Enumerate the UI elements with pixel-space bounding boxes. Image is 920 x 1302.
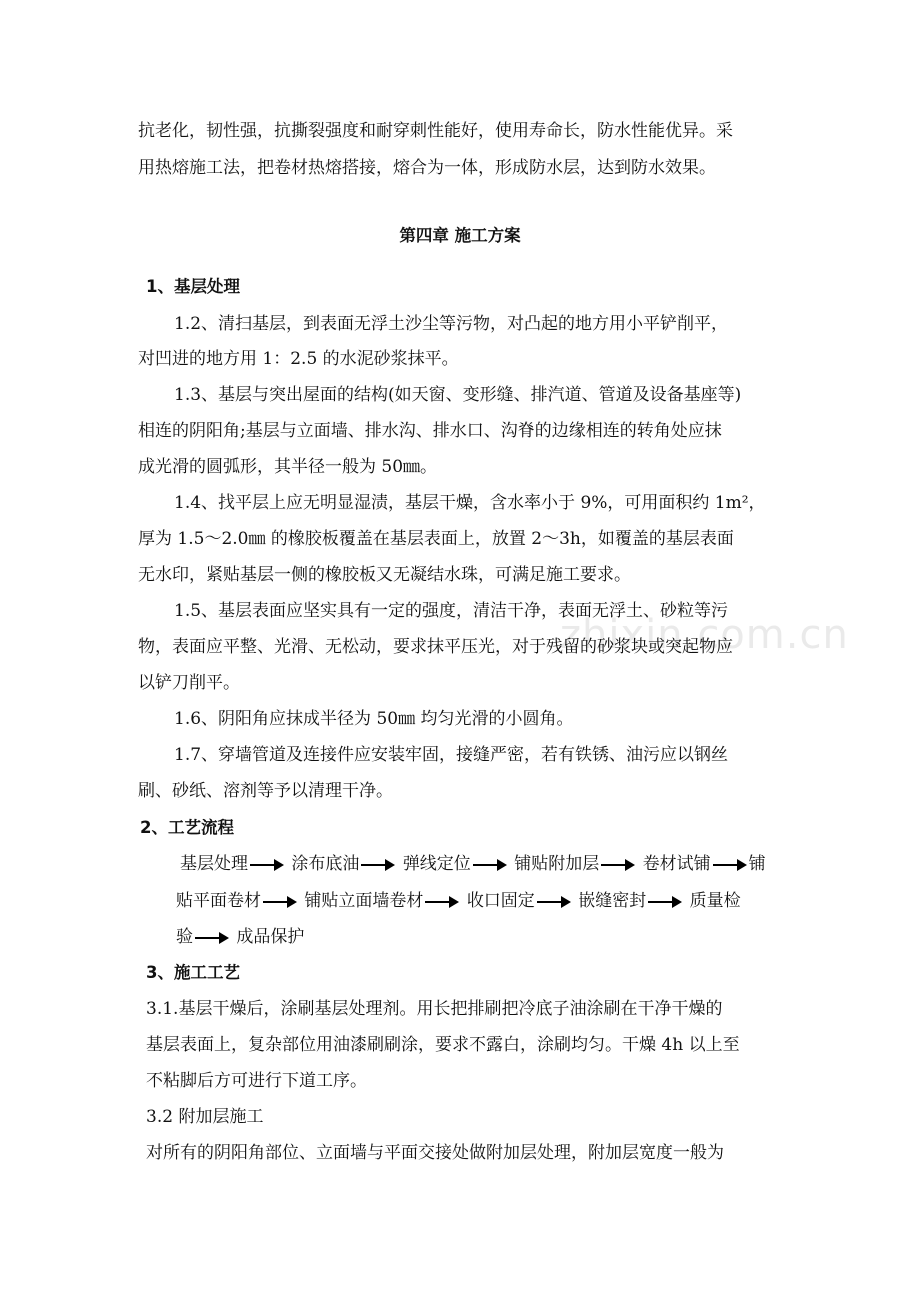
para-1-2-line-1: 1.2、清扫基层，到表面无浮土沙尘等污物，对凸起的地方用小平铲削平， xyxy=(174,314,729,334)
arrow-right-icon xyxy=(713,859,747,871)
section-3-heading: 3、施工工艺 xyxy=(146,963,240,982)
arrow-right-icon xyxy=(361,859,395,871)
para-1-2-line-2: 对凹进的地方用 1：2.5 的水泥砂浆抹平。 xyxy=(138,349,459,369)
para-1-5-line-3: 以铲刀削平。 xyxy=(138,673,240,693)
para-1-7-line-2: 刷、砂纸、溶剂等予以清理干净。 xyxy=(138,781,393,801)
para-1-5-line-2: 物，表面应平整、光滑、无松动，要求抹平压光，对于残留的砂浆块或突起物应 xyxy=(138,637,733,657)
para-1-4-line-2: 厚为 1.5～2.0㎜ 的橡胶板覆盖在基层表面上，放置 2～3h，如覆盖的基层表面 xyxy=(138,529,734,549)
para-1-3-line-1: 1.3、基层与突出屋面的结构(如天窗、变形缝、排汽道、管道及设备基座等) xyxy=(174,385,742,405)
flow-step: 验 xyxy=(176,927,193,947)
para-1-7-line-1: 1.7、穿墙管道及连接件应安装牢固，接缝严密，若有铁锈、油污应以钢丝 xyxy=(174,745,729,765)
flow-step: 铺 xyxy=(748,854,766,874)
arrow-right-icon xyxy=(250,859,284,871)
para-1-6: 1.6、阴阳角应抹成半径为 50㎜ 均匀光滑的小圆角。 xyxy=(174,709,574,729)
flow-step: 基层处理 xyxy=(180,854,248,874)
arrow-right-icon xyxy=(425,896,459,908)
flow-line-3 xyxy=(176,926,304,948)
flow-line-2 xyxy=(176,890,741,912)
arrow-right-icon xyxy=(648,896,682,908)
flow-step: 嵌缝密封 xyxy=(578,891,647,911)
para-3-1-line-1: 3.1.基层干燥后，涂刷基层处理剂。用长把排刷把冷底子油涂刷在干净干燥的 xyxy=(146,999,723,1019)
flow-step: 质量检 xyxy=(689,891,741,911)
arrow-right-icon xyxy=(473,859,507,871)
flow-step: 涂布底油 xyxy=(291,854,360,874)
para-1-4-line-3: 无水印，紧贴基层一侧的橡胶板又无凝结水珠，可满足施工要求。 xyxy=(138,565,631,585)
flow-step: 铺贴附加层 xyxy=(514,854,600,874)
watermark: zhixin.com.cn xyxy=(560,612,849,658)
arrow-right-icon xyxy=(601,859,635,871)
flow-step: 收口固定 xyxy=(466,891,535,911)
flow-step: 成品保护 xyxy=(236,927,305,947)
intro-line-2: 用热熔施工法，把卷材热熔搭接，熔合为一体，形成防水层，达到防水效果。 xyxy=(138,158,716,178)
para-1-5-line-1: 1.5、基层表面应坚实具有一定的强度，清洁干净，表面无浮土、砂粒等污 xyxy=(174,601,729,621)
section-1-heading: 1、基层处理 xyxy=(146,277,240,296)
flow-step: 铺贴立面墙卷材 xyxy=(304,891,424,911)
flow-step: 卷材试铺 xyxy=(642,854,711,874)
para-3-2-line-1: 对所有的阴阳角部位、立面墙与平面交接处做附加层处理，附加层宽度一般为 xyxy=(146,1143,724,1163)
arrow-right-icon xyxy=(195,932,229,944)
para-3-1-line-3: 不粘脚后方可进行下道工序。 xyxy=(146,1071,367,1091)
para-3-1-line-2: 基层表面上，复杂部位用油漆刷刷涂，要求不露白，涂刷均匀。干燥 4h 以上至 xyxy=(146,1035,740,1055)
para-1-3-line-3: 成光滑的圆弧形，其半径一般为 50㎜。 xyxy=(138,457,438,477)
intro-line-1: 抗老化，韧性强，抗撕裂强度和耐穿刺性能好，使用寿命长，防水性能优异。采 xyxy=(138,121,733,141)
para-1-3-line-2: 相连的阴阳角;基层与立面墙、排水沟、排水口、沟脊的边缘相连的转角处应抹 xyxy=(138,421,722,441)
flow-step: 弹线定位 xyxy=(402,854,471,874)
chapter-title: 第四章 施工方案 xyxy=(399,226,521,245)
arrow-right-icon xyxy=(263,896,297,908)
arrow-right-icon xyxy=(537,896,571,908)
flow-line-1 xyxy=(180,853,766,875)
section-2-heading: 2、工艺流程 xyxy=(140,818,234,837)
para-1-4-line-1: 1.4、找平层上应无明显湿渍，基层干燥，含水率小于 9%，可用面积约 1m²， xyxy=(174,493,766,513)
para-3-2-title: 3.2 附加层施工 xyxy=(146,1107,264,1127)
flow-step: 贴平面卷材 xyxy=(176,891,261,911)
